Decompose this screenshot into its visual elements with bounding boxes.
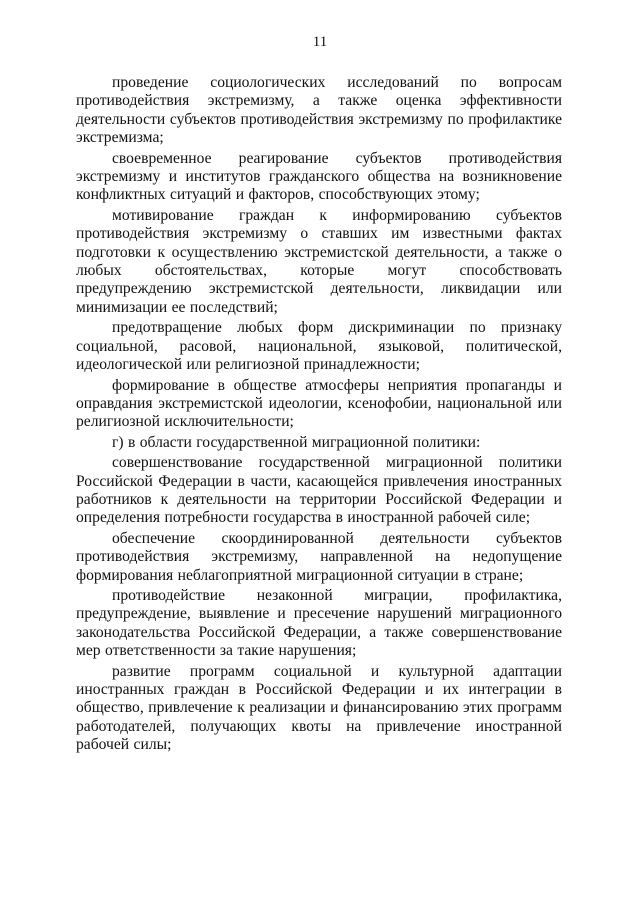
section-heading: г) в области государственной миграционной политики: (112, 433, 481, 451)
paragraph: мотивирование граждан к информированию субъектов противодействия экстремизму о ставших им известными фактах подготовки к осуществлению экстремистской деятельности, а также о любых обстоятельствах, которые могут способствовать предупреждению экстремистской деятельности, ликвидации или минимизации ее последствий; (76, 206, 562, 316)
paragraph: совершенствование государственной миграционной политики Российской Федерации в части, касающейся привлечения иностранных работников к деятельности на территории Российской Федерации и определения потребности государства в иностранной рабочей силе; (76, 454, 562, 527)
paragraph: формирование в обществе атмосферы неприятия пропаганды и оправдания экстремистской идеологии, ксенофобии, национальной или религиозной исключительности; (76, 376, 562, 431)
body-text (76, 74, 562, 757)
paragraph: развитие программ социальной и культурной адаптации иностранных граждан в Российской Федерации и их интеграции в общество, привлечение к реализации и финансированию этих программ работодателей, получающих квоты на привлечение иностранной рабочей силы; (76, 662, 562, 754)
paragraph: обеспечение скоординированной деятельности субъектов противодействия экстремизму, направленной на недопущение формирования неблагоприятной миграционной ситуации в стране; (76, 529, 562, 584)
page-number: 11 (312, 34, 328, 50)
paragraph: предотвращение любых форм дискриминации по признаку социальной, расовой, национальной, языковой, политической, идеологической или религиозной принадлежности; (76, 319, 562, 374)
paragraph: своевременное реагирование субъектов противодействия экстремизму и институтов гражданского общества на возникновение конфликтных ситуаций и факторов, способствующих этому; (76, 149, 562, 204)
paragraph: проведение социологических исследований по вопросам противодействия экстремизму, а также оценка эффективности деятельности субъектов противодействия экстремизму по профилактике экстремизма; (76, 74, 562, 147)
paragraph: противодействие незаконной миграции, профилактика, предупреждение, выявление и пресечение нарушений миграционного законодательства Российской Федерации, а также совершенствование мер ответственности за такие нарушения; (76, 586, 562, 660)
